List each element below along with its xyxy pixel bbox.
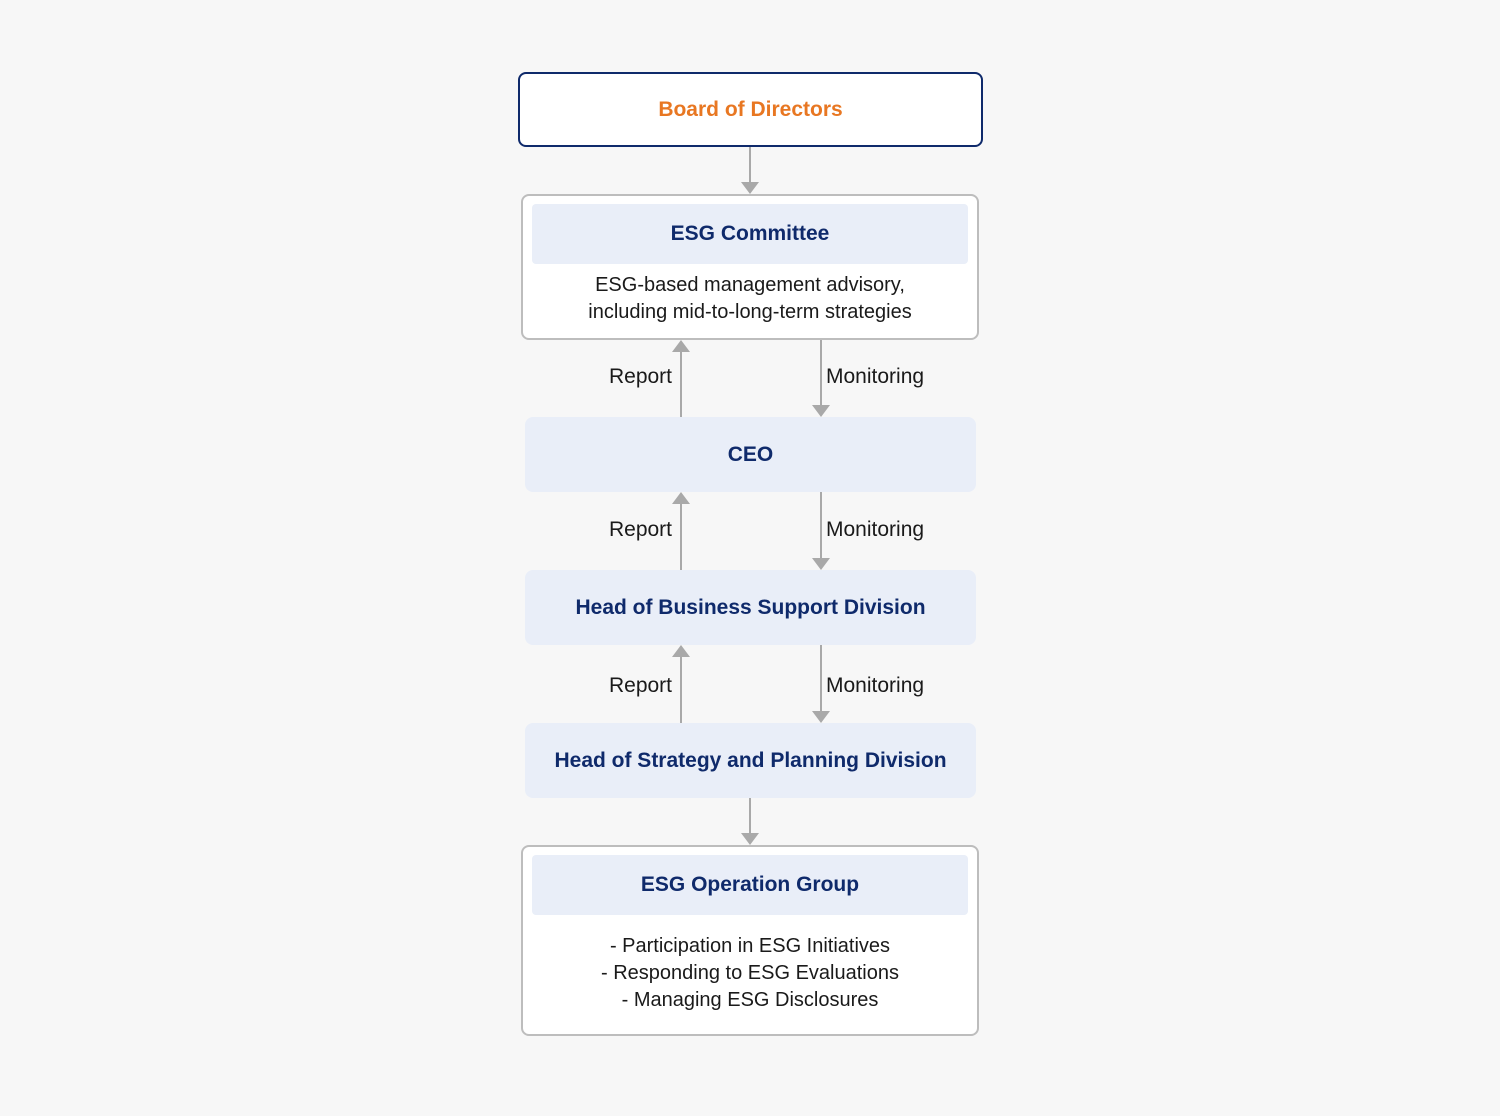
operation-item: - Managing ESG Disclosures	[621, 989, 879, 1011]
arrowhead-monitoring-ceo	[812, 405, 830, 417]
monitoring-label: Monitoring	[826, 674, 925, 697]
board-label: Board of Directors	[658, 97, 843, 121]
report-label: Report	[608, 674, 672, 697]
operation-item: - Responding to ESG Evaluations	[601, 962, 899, 984]
arrowhead-report-bsd	[672, 492, 690, 504]
esg-committee-description	[523, 272, 977, 326]
business-support-label: Head of Business Support Division	[575, 595, 926, 619]
arrowhead-report-spd	[672, 645, 690, 657]
arrowhead-board-to-committee	[741, 182, 759, 194]
arrowhead-monitoring-bsd	[812, 558, 830, 570]
ceo-label: CEO	[727, 442, 774, 466]
esg-committee-title: ESG Committee	[532, 204, 968, 264]
esg-operation-group-node	[521, 845, 979, 1036]
esg-committee-description-line: ESG-based management advisory,	[595, 274, 905, 296]
esg-committee-description-line: including mid-to-long-term strategies	[588, 301, 912, 323]
monitoring-label: Monitoring	[826, 518, 925, 541]
ceo-node	[525, 417, 976, 492]
operation-item: - Participation in ESG Initiatives	[609, 935, 891, 957]
strategy-planning-label: Head of Strategy and Planning Division	[554, 748, 947, 772]
business-support-division-node	[525, 570, 976, 645]
report-label: Report	[608, 518, 672, 541]
esg-operation-group-title: ESG Operation Group	[532, 855, 968, 915]
esg-operation-group-items	[523, 933, 977, 1014]
strategy-planning-division-node	[525, 723, 976, 798]
arrowhead-monitoring-spd	[812, 711, 830, 723]
report-label: Report	[608, 365, 672, 388]
board-of-directors-node	[518, 72, 983, 147]
arrowhead-report-ceo	[672, 340, 690, 352]
esg-committee-node	[521, 194, 979, 340]
monitoring-label: Monitoring	[826, 365, 925, 388]
arrowhead-spd-to-opgroup	[741, 833, 759, 845]
